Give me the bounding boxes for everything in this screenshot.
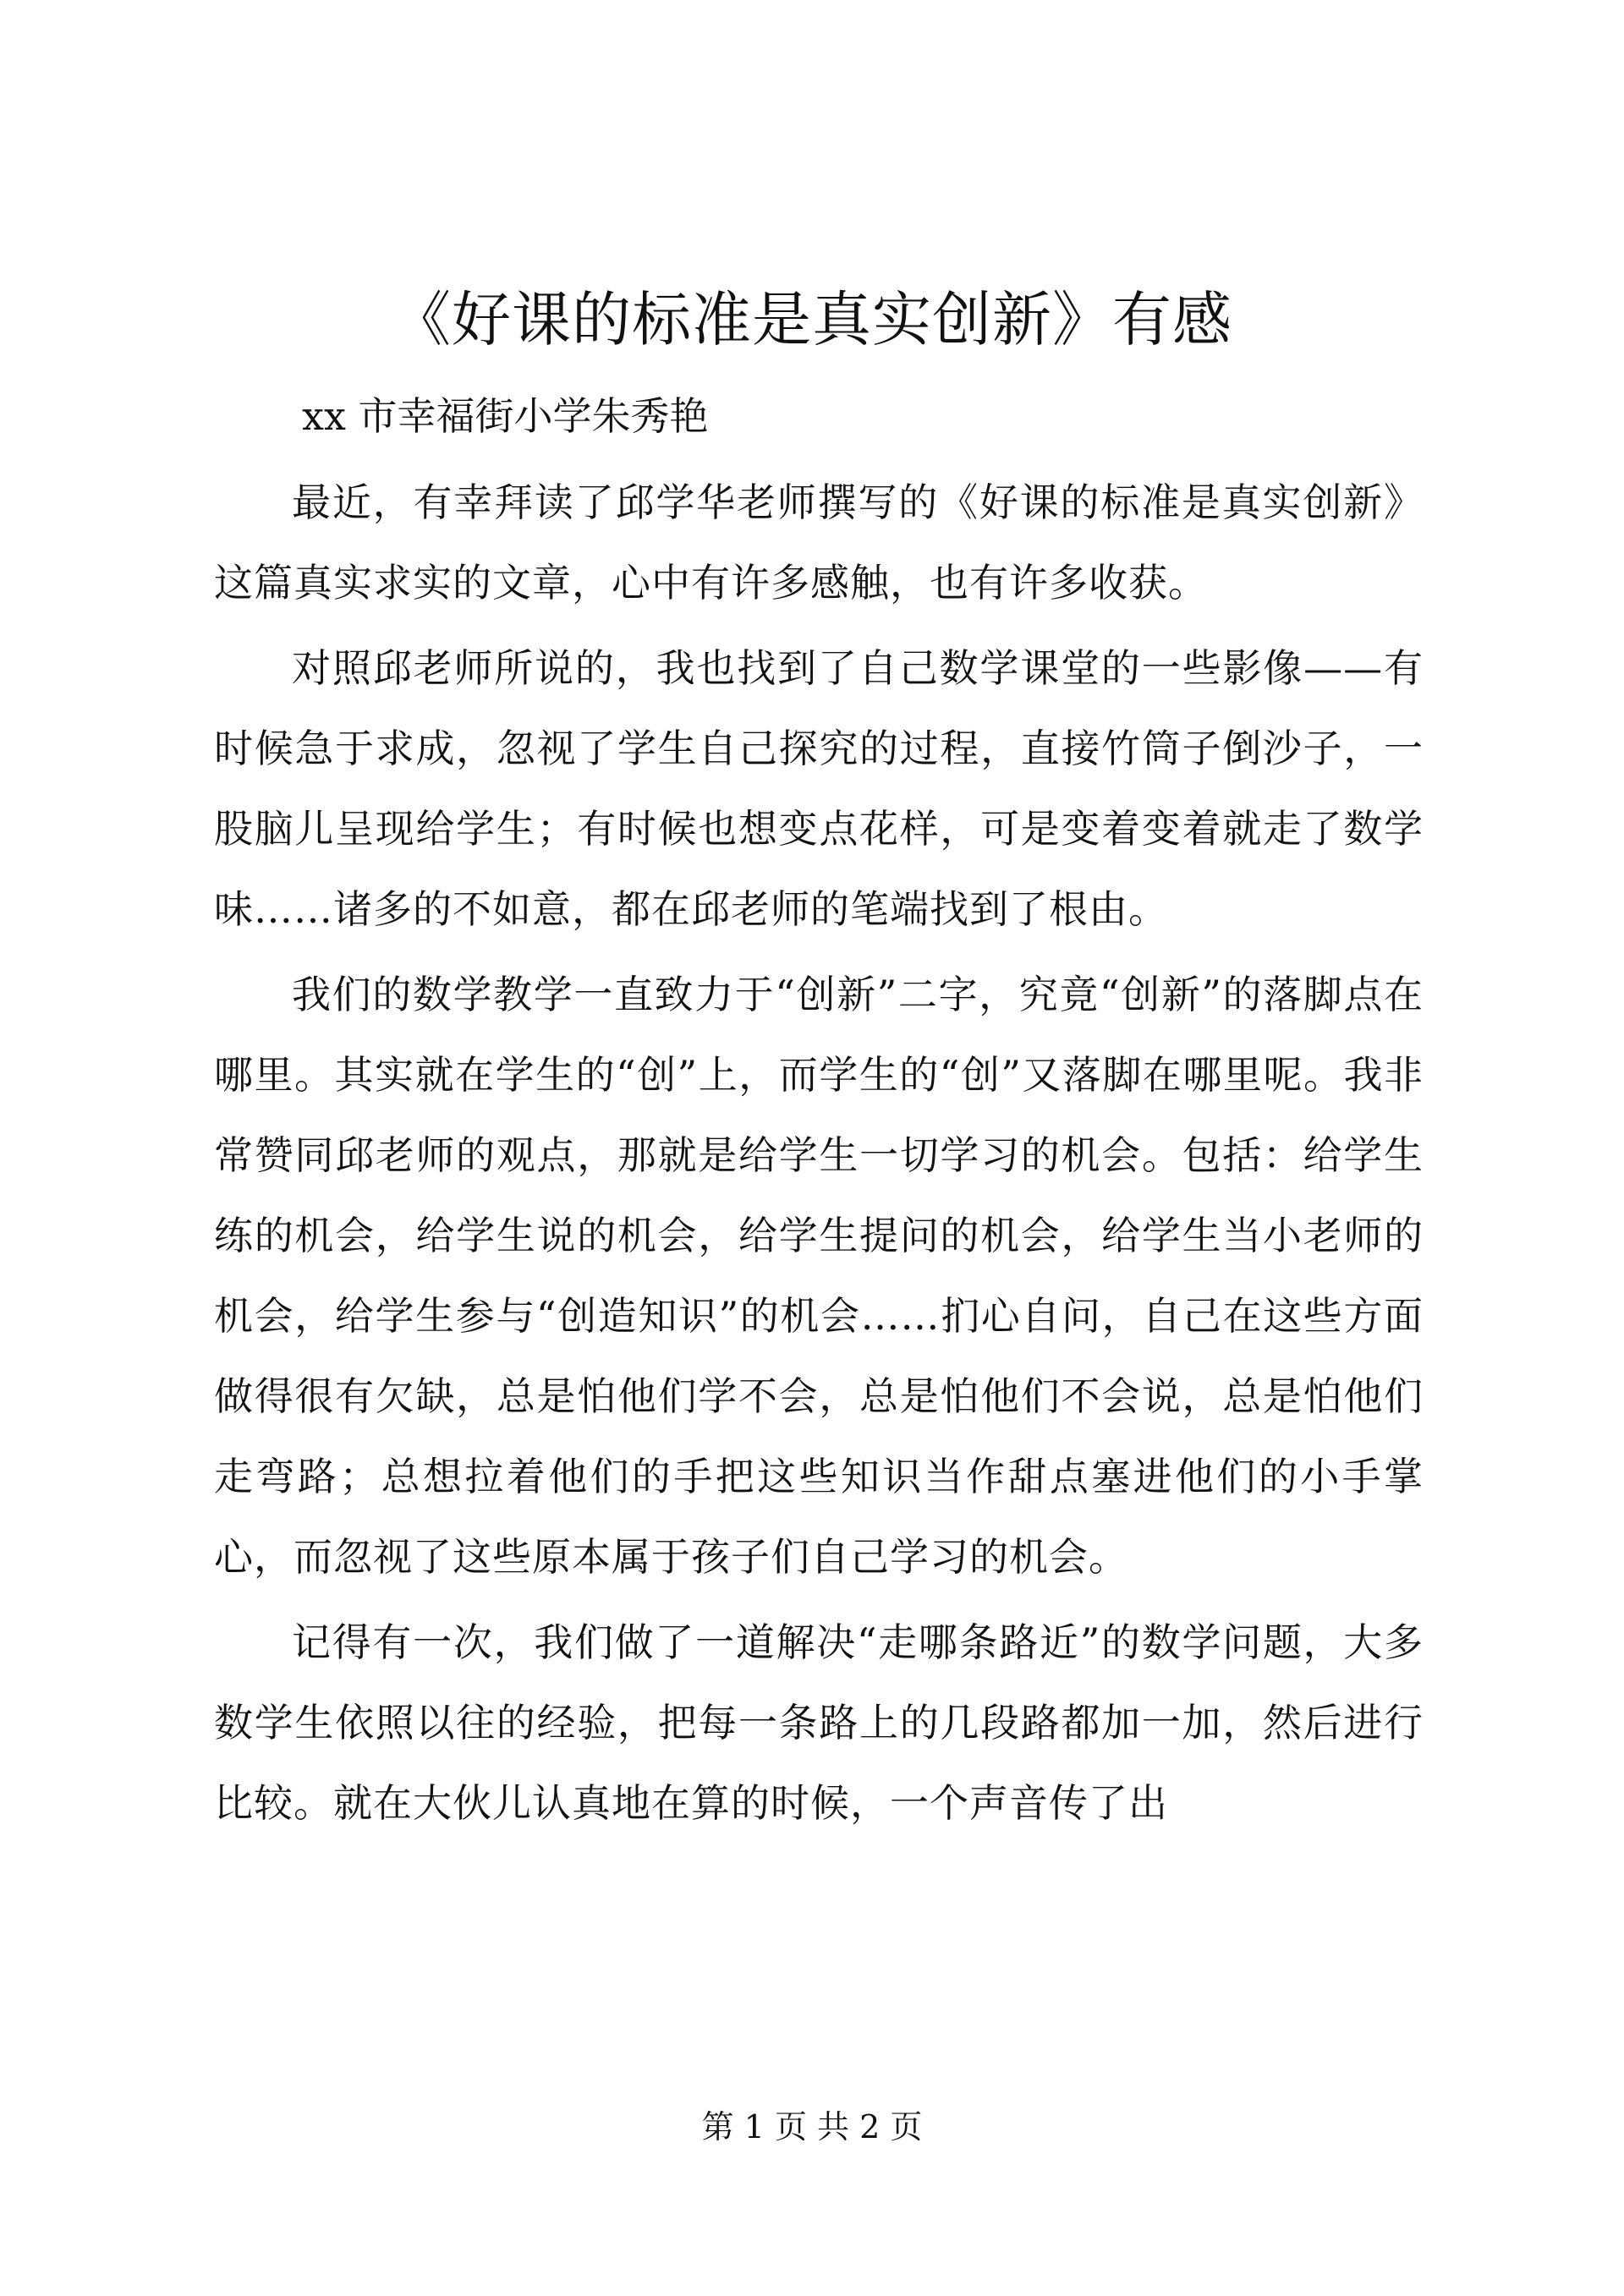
author-line: xx 市幸福街小学朱秀艳 xyxy=(302,393,709,439)
document-body xyxy=(214,463,1424,1849)
paragraph: 最近，有幸拜读了邱学华老师撰写的《好课的标准是真实创新》这篇真实求实的文章，心中有许多感触，也有许多收获。 xyxy=(214,479,1424,606)
page-number-footer: 第 1 页 共 2 页 xyxy=(701,2108,923,2145)
paragraph: 记得有一次，我们做了一道解决“走哪条路近”的数学问题，大多数学生依照以往的经验，把每一条路上的几段路都加一加，然后进行比较。就在大伙儿认真地在算的时候，一个声音传了出 xyxy=(214,1619,1424,1826)
paragraph: 我们的数学教学一直致力于“创新”二字，究竟“创新”的落脚点在哪里。其实就在学生的“创”上，而学生的“创”又落脚在哪里呢。我非常赞同邱老师的观点，那就是给学生一切学习的机会。包括：给学生练的机会，给学生说的机会，给学生提问的机会，给学生当小老师的机会，给学生参与“创造知识”的机会……扪心自问，自己在这些方面做得很有欠缺，总是怕他们学不会，总是怕他们不会说，总是怕他们走弯路；总想拉着他们的手把这些知识当作甜点塞进他们的小手掌心，而忽视了这些原本属于孩子们自己学习的机会。 xyxy=(214,972,1424,1580)
paragraph: 对照邱老师所说的，我也找到了自己数学课堂的一些影像——有时候急于求成，忽视了学生自己探究的过程，直接竹筒子倒沙子，一股脑儿呈现给学生；有时候也想变点花样，可是变着变着就走了数学味……诸多的不如意，都在邱老师的笔端找到了根由。 xyxy=(214,645,1424,932)
document-title: 《好课的标准是真实创新》有感 xyxy=(392,285,1232,354)
